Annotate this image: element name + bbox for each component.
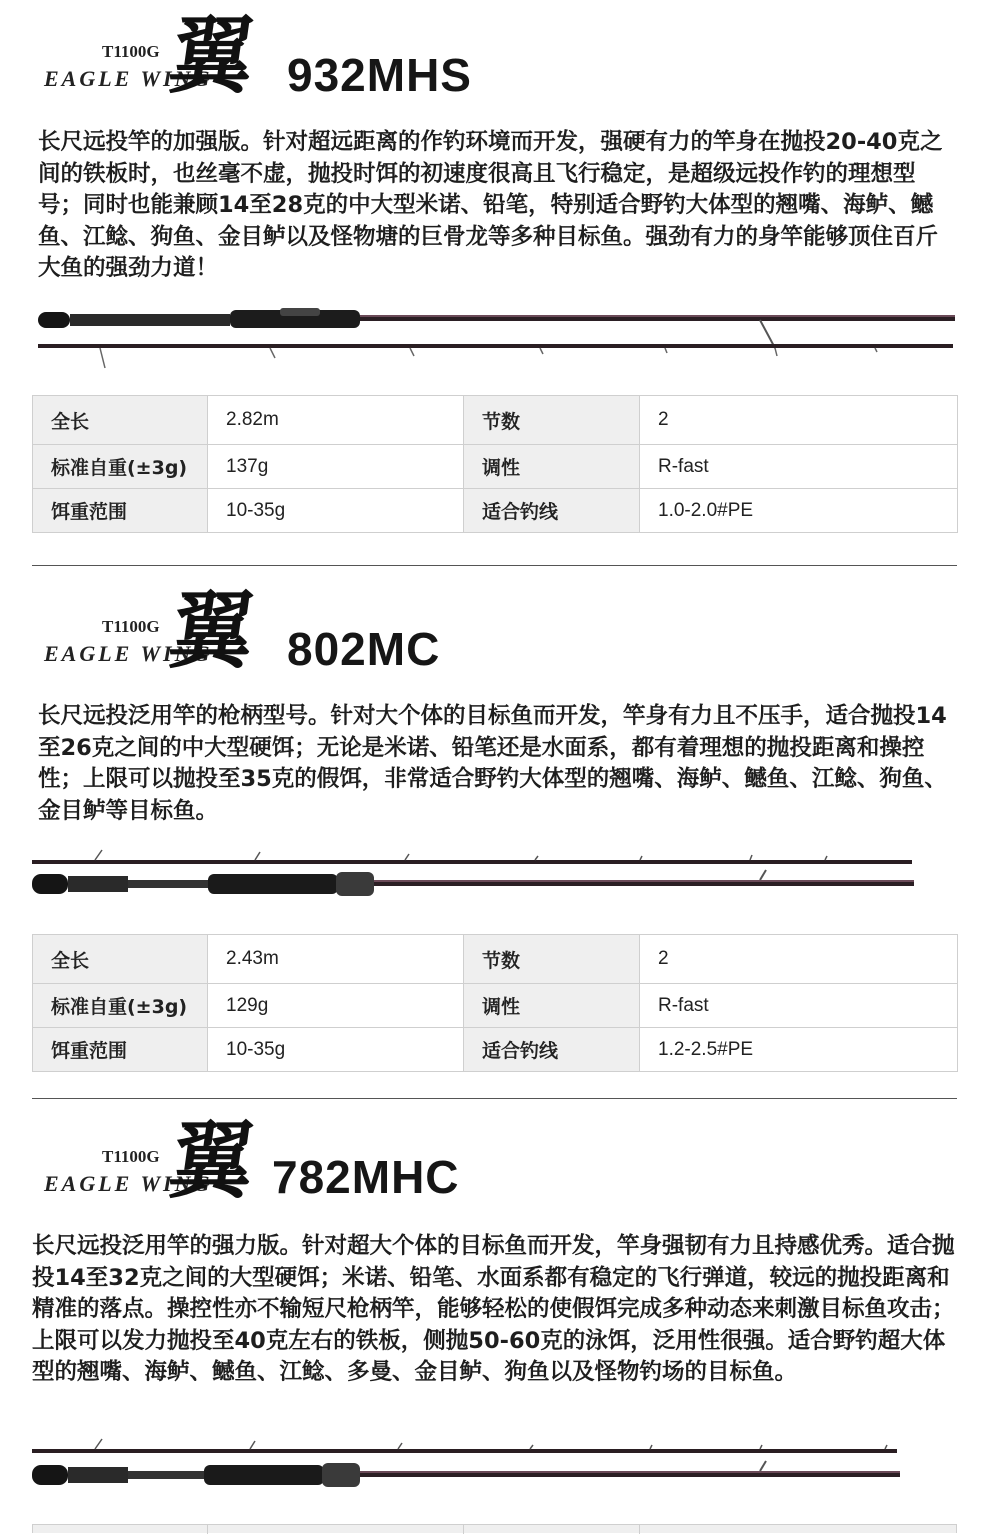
lure-value: 10-35g (208, 1028, 464, 1072)
length-value: 2.82m (208, 396, 464, 445)
action-value: R-fast (640, 445, 958, 489)
line-value: 1.2-2.5#PE (640, 1028, 958, 1072)
series-code: T1100G (102, 617, 160, 636)
series-name: EAGLE WING (44, 1171, 213, 1196)
series-name: EAGLE WING (44, 66, 213, 91)
table-row (33, 396, 958, 445)
rod-image-casting (0, 1435, 990, 1525)
wing-kanji: 翼 (163, 6, 262, 105)
model-title: 802MC (287, 623, 441, 675)
lure-value: 10-35g (208, 489, 464, 533)
table-row (33, 489, 958, 533)
pieces-value: 2 (640, 396, 958, 445)
series-code: T1100G (102, 42, 160, 61)
table-row (33, 935, 958, 984)
pieces-label: 节数 (464, 396, 640, 445)
spec-table-partial (32, 1524, 957, 1533)
weight-value: 129g (208, 984, 464, 1028)
model-title: 782MHC (272, 1151, 460, 1203)
length-label: 全长 (33, 396, 208, 445)
lure-label: 饵重范围 (33, 1028, 208, 1072)
weight-value: 137g (208, 445, 464, 489)
model-title: 932MHS (287, 49, 472, 101)
table-row (33, 1028, 958, 1072)
line-label: 适合钓线 (464, 1028, 640, 1072)
rod-image-casting (0, 848, 990, 938)
model-description: 长尺远投泛用竿的枪柄型号。针对大个体的目标鱼而开发，竿身有力且不压手，适合抛投14至26克之间的中大型硬饵；无论是米诺、铅笔还是水面系，都有着理想的抛投距离和操控性；上限可以抛投至35克的假饵，非常适合野钓大体型的翘嘴、海鲈、鳡鱼、江鲶、狗鱼、金目鲈等目标鱼。 (38, 703, 947, 824)
spec-table (32, 934, 958, 1072)
pieces-label: 节数 (464, 935, 640, 984)
weight-label: 标准自重(±3g) (33, 984, 208, 1028)
model-description: 长尺远投竿的加强版。针对超远距离的作钓环境而开发，强硬有力的竿身在抛投20-40克之间的铁板时，也丝毫不虚，抛投时饵的初速度很高且飞行稳定，是超级远投作钓的理想型号；同时也能兼顾14至28克的中大型米诺、铅笔，特别适合野钓大体型的翘嘴、海鲈、鳡鱼、江鲶、狗鱼、金目鲈以及怪物塘的巨骨龙等多种目标鱼。强劲有力的身竿能够顶住百斤大鱼的强劲力道！ (38, 129, 943, 281)
action-value: R-fast (640, 984, 958, 1028)
action-label: 调性 (464, 445, 640, 489)
series-code: T1100G (102, 1147, 160, 1166)
spec-table (32, 395, 958, 533)
length-label: 全长 (33, 935, 208, 984)
length-value: 2.43m (208, 935, 464, 984)
weight-label: 标准自重(±3g) (33, 445, 208, 489)
line-value: 1.0-2.0#PE (640, 489, 958, 533)
table-row (33, 984, 958, 1028)
pieces-value: 2 (640, 935, 958, 984)
lure-label: 饵重范围 (33, 489, 208, 533)
eagle-wing-logo (40, 6, 262, 115)
wing-kanji: 翼 (163, 1111, 262, 1210)
section-divider (32, 1098, 957, 1099)
wing-kanji: 翼 (163, 581, 262, 680)
rod-image-spinning (0, 298, 990, 388)
eagle-wing-logo (40, 1111, 262, 1220)
eagle-wing-logo (40, 581, 262, 690)
line-label: 适合钓线 (464, 489, 640, 533)
action-label: 调性 (464, 984, 640, 1028)
model-description: 长尺远投泛用竿的强力版。针对超大个体的目标鱼而开发，竿身强韧有力且持感优秀。适合抛投14至32克之间的大型硬饵；米诺、铅笔、水面系都有稳定的飞行弹道，较远的抛投距离和精准的落点。操控性亦不输短尺枪柄竿，能够轻松的使假饵完成多种动态来刺激目标鱼攻击；上限可以发力抛投至40克左右的铁板，侧抛50-60克的泳饵，泛用性很强。适合野钓超大体型的翘嘴、海鲈、鳡鱼、江鲶、多曼、金目鲈、狗鱼以及怪物钓场的目标鱼。 (32, 1233, 955, 1385)
section-divider (32, 565, 957, 566)
series-name: EAGLE WING (44, 641, 213, 666)
table-row (33, 445, 958, 489)
